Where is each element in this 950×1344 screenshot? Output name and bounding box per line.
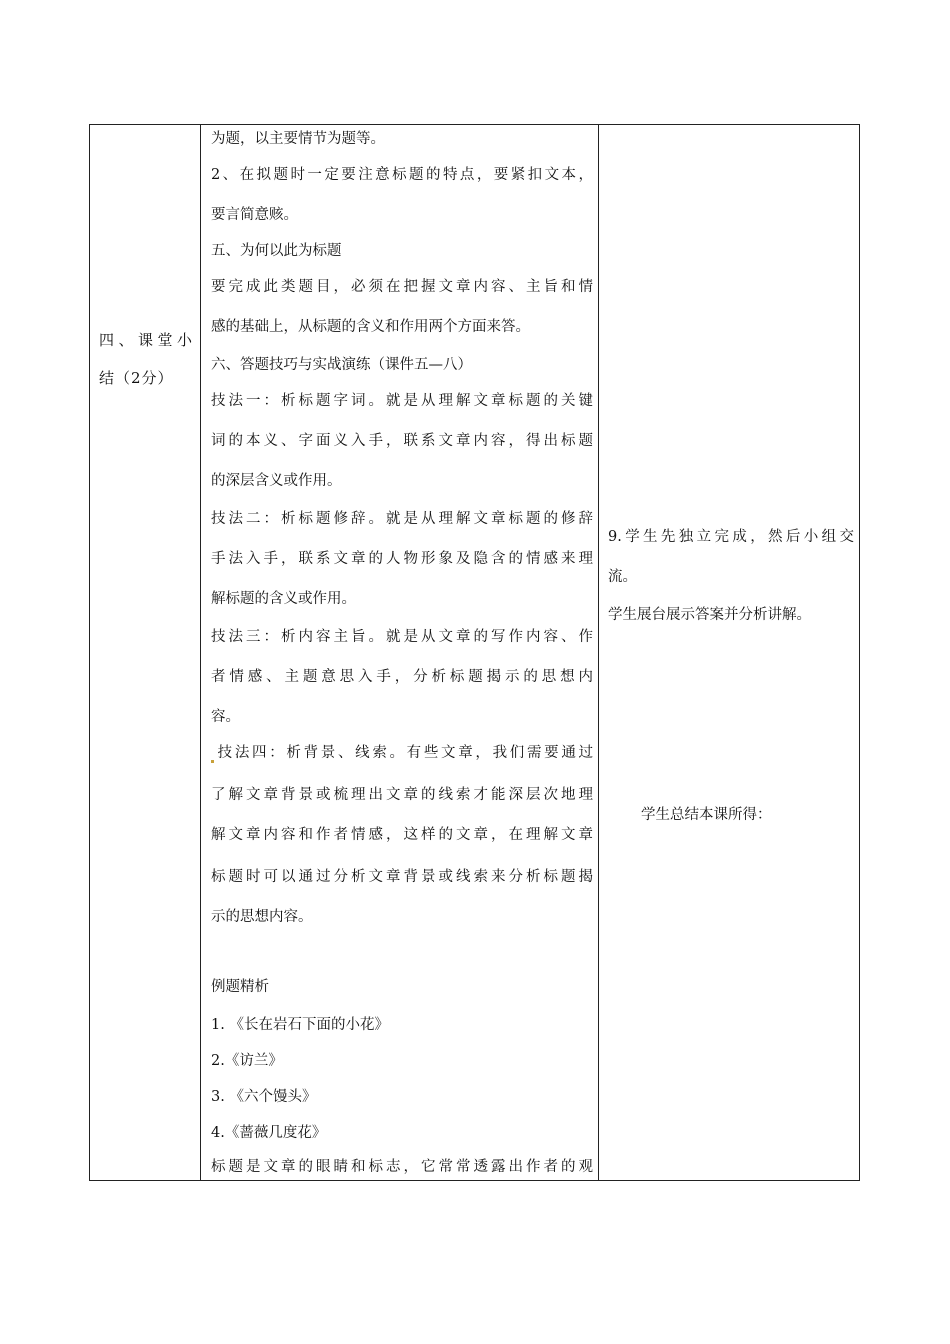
content-line: 词的本义、字面义入手，联系文章内容，得出标题 <box>211 433 593 449</box>
content-line: 的深层含义或作用。 <box>211 473 342 489</box>
example-heading: 例题精析 <box>211 979 269 995</box>
content-line: 技法一：析标题字词。就是从理解文章标题的关键 <box>211 393 593 409</box>
content-line: 2、在拟题时一定要注意标题的特点，要紧扣文本， <box>211 167 593 183</box>
activity-line: 流。 <box>608 569 637 585</box>
content-line: 技法二：析标题修辞。就是从理解文章标题的修辞 <box>211 511 593 527</box>
student-activity-cell <box>599 125 861 1180</box>
content-line: 容。 <box>211 709 240 725</box>
section-label-cell <box>90 125 200 1180</box>
example-item: 3. 《六个馒头》 <box>211 1089 317 1105</box>
example-item: 4.《蔷薇几度花》 <box>211 1125 327 1141</box>
edit-mark-icon <box>211 760 214 763</box>
lesson-table <box>89 124 860 1181</box>
content-line: 要言简意赅。 <box>211 207 298 223</box>
content-line: 手法入手，联系文章的人物形象及隐含的情感来理 <box>211 551 593 567</box>
content-line: 解文章内容和作者情感，这样的文章，在理解文章 <box>211 827 593 843</box>
section-label-line: 四、课堂小 <box>99 331 193 349</box>
content-line: 感的基础上，从标题的含义和作用两个方面来答。 <box>211 319 530 335</box>
content-line: 了解文章背景或梳理出文章的线索才能深层次地理 <box>211 787 593 803</box>
section-label <box>99 321 193 397</box>
content-line: 者情感、主题意思入手，分析标题揭示的思想内 <box>211 669 593 685</box>
example-item: 2.《访兰》 <box>211 1053 283 1069</box>
content-line: 六、答题技巧与实战演练（课件五—八） <box>211 357 472 373</box>
content-line: 为题，以主要情节为题等。 <box>211 131 385 147</box>
content-line <box>211 743 593 763</box>
content-line: 要完成此类题目，必须在把握文章内容、主旨和情 <box>211 279 593 295</box>
content-line-text: 技法四：析背景、线索。有些文章，我们需要通过 <box>215 745 593 761</box>
content-line: 五、为何以此为标题 <box>211 243 342 259</box>
teaching-content-cell <box>201 125 598 1180</box>
example-item: 1. 《长在岩石下面的小花》 <box>211 1017 389 1033</box>
content-line: 标题时可以通过分析文章背景或线索来分析标题揭 <box>211 869 593 885</box>
content-line: 技法三：析内容主旨。就是从文章的写作内容、作 <box>211 629 593 645</box>
activity-line: 9.学生先独立完成，然后小组交 <box>608 529 854 545</box>
activity-line: 学生展台展示答案并分析讲解。 <box>608 607 811 623</box>
section-label-line: 结（2分） <box>99 369 174 387</box>
content-line: 示的思想内容。 <box>211 909 313 925</box>
summary-line: 学生总结本课所得： <box>641 807 772 823</box>
content-line: 标题是文章的眼睛和标志，它常常透露出作者的观 <box>211 1159 593 1175</box>
content-line: 解标题的含义或作用。 <box>211 591 356 607</box>
